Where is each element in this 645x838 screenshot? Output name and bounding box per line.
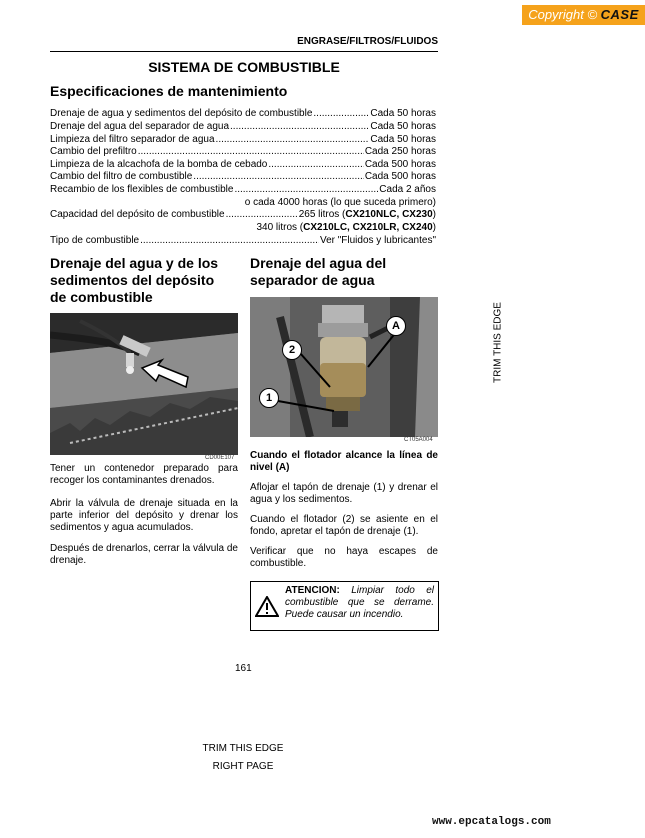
spec-value: 265 litros (CX210NLC, CX230) — [298, 209, 436, 220]
spec-value: Cada 500 horas — [364, 171, 436, 182]
spec-value: Cada 50 horas — [370, 134, 436, 145]
paragraph: Cuando el flotador (2) se asiente en el fondo, apretar el tapón de drenaje (1). — [250, 514, 438, 537]
spec-label: Recambio de los flexibles de combustible — [50, 184, 234, 195]
spec-row — [50, 171, 436, 183]
trim-edge-label-bottom: TRIM THIS EDGE — [202, 743, 284, 754]
subheading: Cuando el flotador alcance la línea de nivel (A) — [250, 450, 438, 473]
warning-icon — [255, 596, 279, 622]
left-section-heading: Drenaje del agua y de los sedimentos del depósito de combustible — [50, 255, 219, 305]
fuel-tank-drain-photo — [50, 313, 238, 455]
spec-label: Tipo de combustible — [50, 235, 140, 246]
page-title: SISTEMA DE COMBUSTIBLE — [148, 59, 340, 75]
section-header: ENGRASE/FILTROS/FLUIDOS — [297, 36, 438, 47]
paragraph: Tener un contenedor preparado para recoger los contaminantes drenados. — [50, 463, 238, 486]
photo-code: CT05A004 — [404, 437, 433, 443]
trim-edge-label: TRIM THIS EDGE — [492, 302, 504, 383]
leader-dots — [193, 171, 364, 183]
spec-row — [50, 184, 436, 196]
spec-label: Drenaje del agua del separador de agua — [50, 121, 230, 132]
spec-label: Limpieza de la alcachofa de la bomba de cebado — [50, 159, 268, 170]
right-section-heading: Drenaje del agua del separador de agua — [250, 255, 387, 288]
spec-row — [50, 134, 436, 146]
spec-row — [50, 146, 436, 158]
water-separator-photo — [250, 297, 438, 437]
spec-label: Cambio del prefiltro — [50, 146, 137, 157]
callout-1: 1 — [259, 388, 279, 408]
photo-code: CD00E107 — [205, 455, 235, 461]
spec-continuation-capacity: 340 litros (CX210LC, CX210LR, CX240) — [256, 222, 436, 233]
paragraph: Verificar que no haya escapes de combustible. — [250, 546, 438, 569]
watermark: www.epcatalogs.com — [432, 816, 551, 828]
spec-value: Cada 250 horas — [364, 146, 436, 157]
paragraph: Aflojar el tapón de drenaje (1) y drenar el agua y los sedimentos. — [250, 482, 438, 505]
spec-label: Limpieza del filtro separador de agua — [50, 134, 215, 145]
paragraph: Abrir la válvula de drenaje situada en la parte inferior del depósito y drenar los sedimentos y agua acumulados. — [50, 498, 238, 533]
warning-label: ATENCION: — [285, 585, 340, 596]
page-number: 161 — [235, 663, 252, 674]
spec-value: Cada 50 horas — [370, 121, 436, 132]
leader-dots — [138, 146, 364, 158]
spec-row — [50, 108, 436, 120]
copyright-text: Copyright © — [528, 7, 598, 22]
callout-2: 2 — [282, 340, 302, 360]
spec-value: Ver "Fluidos y lubricantes" — [319, 235, 436, 246]
spec-row — [50, 235, 436, 247]
fuel-tank-drain-illustration — [50, 313, 238, 455]
spec-row — [50, 159, 436, 171]
callout-a: A — [386, 316, 406, 336]
spec-continuation: o cada 4000 horas (lo que suceda primero) — [244, 197, 436, 208]
spec-value: Cada 500 horas — [364, 159, 436, 170]
leader-dots — [216, 134, 370, 146]
header-divider — [50, 51, 438, 52]
right-page-label: RIGHT PAGE — [212, 761, 274, 772]
spec-label: Capacidad del depósito de combustible — [50, 209, 225, 220]
warning-text: ATENCION: Limpiar todo el combustible que se derrame. Puede causar un incendio. — [285, 585, 435, 620]
spec-row — [50, 121, 436, 133]
spec-label: Drenaje de agua y sedimentos del depósito de combustible — [50, 108, 313, 119]
spec-row-capacity — [50, 209, 436, 221]
spec-value: Cada 2 años — [379, 184, 436, 195]
spec-heading: Especificaciones de mantenimiento — [50, 83, 288, 99]
spec-label: Cambio del filtro de combustible — [50, 171, 193, 182]
case-logo: CASE — [600, 7, 639, 22]
spec-value: Cada 50 horas — [370, 108, 436, 119]
paragraph: Después de drenarlos, cerrar la válvula de drenaje. — [50, 543, 238, 566]
leader-dots — [230, 121, 369, 133]
leader-dots — [234, 184, 378, 196]
water-separator-illustration — [250, 297, 438, 437]
copyright-badge — [522, 5, 645, 25]
leader-dots — [313, 108, 369, 120]
leader-dots — [226, 209, 298, 221]
leader-dots — [140, 235, 319, 247]
leader-dots — [268, 159, 363, 171]
